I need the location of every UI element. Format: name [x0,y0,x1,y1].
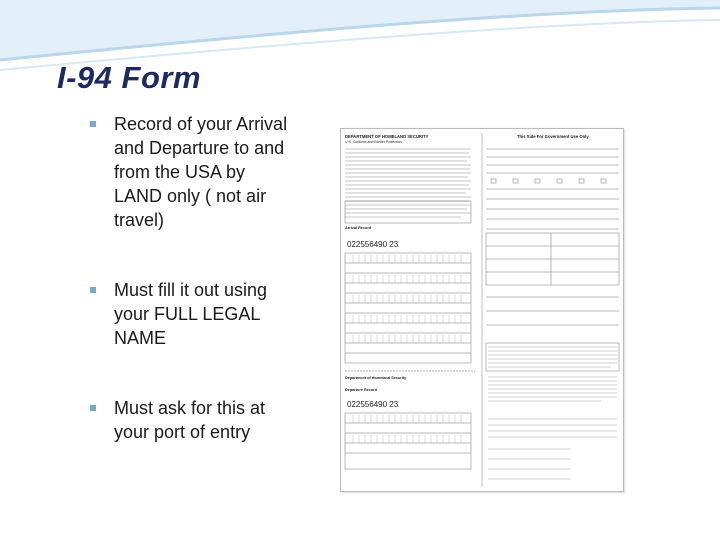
form-header-right: This Side For Government Use Only [517,134,589,139]
bullet-item [90,396,290,444]
i94-form-image [340,128,624,492]
departure-record-number: 022556490 23 [347,400,399,409]
square-bullet-icon [90,287,96,293]
slide-title: I-94 Form [57,60,202,95]
square-bullet-icon [90,405,96,411]
i94-form-scan [341,129,623,491]
bullet-item [90,112,290,232]
bullet-list [90,112,290,444]
bullet-item [90,278,290,350]
departure-section-title: Department of Homeland Security [345,376,407,380]
form-header-left: DEPARTMENT OF HOMELAND SECURITY [345,134,429,139]
departure-record-title: Departure Record [345,388,378,392]
bullet-text: Must fill it out using your FULL LEGAL NAME [114,280,268,348]
square-bullet-icon [90,121,96,127]
form-header-sub: U.S. Customs and Border Protection [345,140,402,144]
bullet-text: Must ask for this at your port of entry [114,398,266,442]
bullet-text: Record of your Arrival and Departure to and from the USA by LAND only ( not air travel) [114,114,288,230]
arrival-section-title: Arrival Record [345,226,372,230]
arrival-record-number: 022556490 23 [347,240,399,249]
